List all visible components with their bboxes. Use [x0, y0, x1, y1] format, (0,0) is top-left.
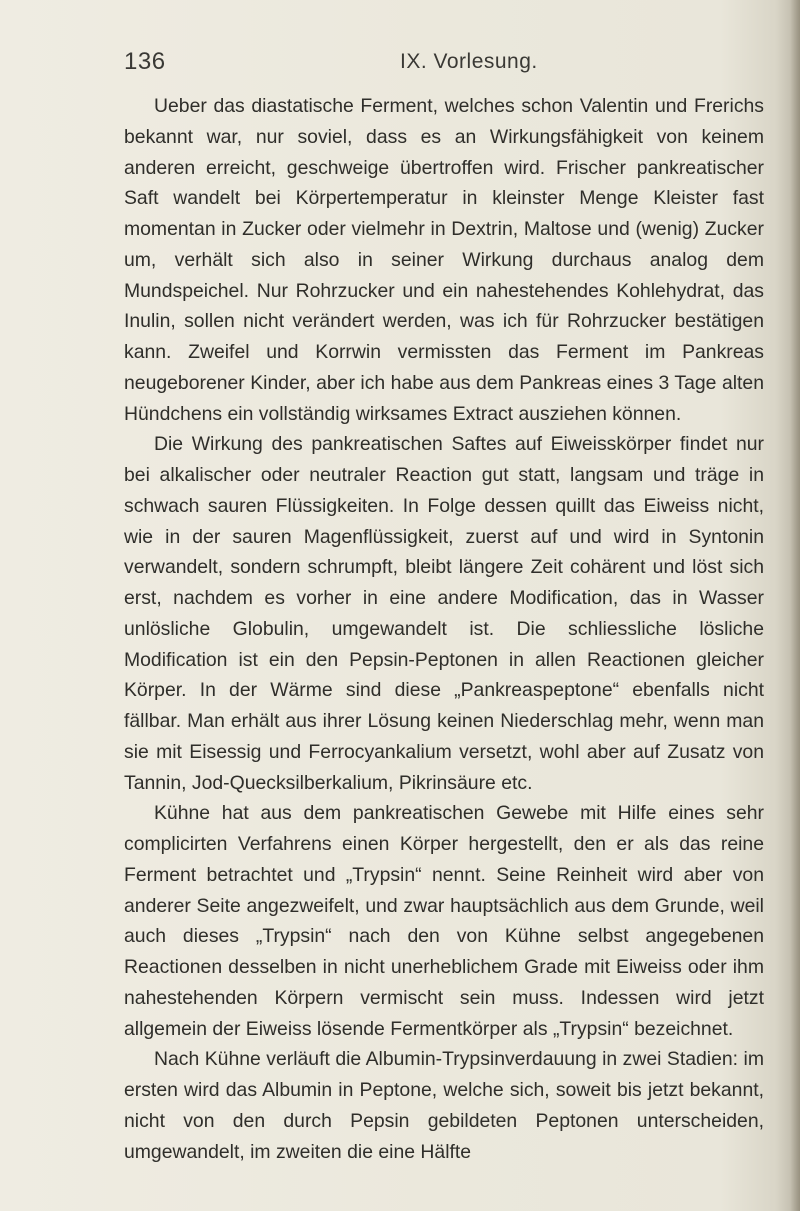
- paragraph-diastatic-ferment: Ueber das diastatische Ferment, welches schon Valentin und Frerichs bekannt war, nur soviel, dass es an Wirkungsfähigkeit von keinem anderen erreicht, geschweige übertroffen wird. Frischer pankreatischer Saft wandelt bei Körpertemperatur in kleinster Menge Kleister fast momentan in Zucker oder vielmehr in Dextrin, Maltose und (wenig) Zucker um, verhält sich also in seiner Wirkung durchaus analog dem Mundspeichel. Nur Rohrzucker und ein nahestehendes Kohlehydrat, das Inulin, sollen nicht verändert werden, was ich für Rohrzucker bestätigen kann. Zweifel und Korrwin vermissten das Ferment im Pankreas neugeborener Kinder, aber ich habe aus dem Pankreas eines 3 Tage alten Hündchens ein vollständig wirksames Extract ausziehen können.: [124, 95, 764, 425]
- chapter-title: IX. Vorlesung.: [400, 50, 538, 73]
- page-number: 136: [124, 48, 166, 75]
- paragraph-protein-digestion: Die Wirkung des pankreatischen Saftes auf Eiweisskörper findet nur bei alkalischer oder neutraler Reaction gut statt, langsam und träge in schwach sauren Flüssigkeiten. In Folge dessen quillt das Eiweiss nicht, wie in der sauren Magenflüssigkeit, zuerst auf und wird in Syntonin verwandelt, sondern schrumpft, bleibt längere Zeit cohärent und löst sich erst, nachdem es vorher in eine andere Modification, das in Wasser unlösliche Globulin, umgewandelt ist. Die schliessliche lösliche Modification ist ein den Pepsin-Peptonen in allen Reactionen gleicher Körper. In der Wärme sind diese „Pankreaspeptone“ ebenfalls nicht fällbar. Man erhält aus ihrer Lösung keinen Niederschlag mehr, wenn man sie mit Eisessig und Ferrocyankalium versetzt, wohl aber auf Zusatz von Tannin, Jod-Quecksilberkalium, Pikrinsäure etc.: [124, 433, 764, 794]
- paragraph-albumin-trypsin: Nach Kühne verläuft die Albumin-Trypsinverdauung in zwei Stadien: im ersten wird das Albumin in Peptone, welche sich, soweit bis jetzt bekannt, nicht von den durch Pepsin gebildeten Peptonen unterscheiden, umgewandelt, im zweiten die eine Hälfte: [124, 1048, 764, 1163]
- running-head: [124, 48, 764, 82]
- page-edge-shadow: [790, 0, 800, 1211]
- paragraph-trypsin: Kühne hat aus dem pankreatischen Gewebe mit Hilfe eines sehr complicirten Verfahrens einen Körper hergestellt, den er als das reine Ferment betrachtet und „Trypsin“ nennt. Seine Reinheit wird aber von anderer Seite angezweifelt, und zwar hauptsächlich aus dem Grunde, weil auch dieses „Trypsin“ nach den von Kühne selbst angegebenen Reactionen desselben in nicht unerheblichem Grade mit Eiweiss oder ihm nahestehenden Körpern vermischt sein muss. Indessen wird jetzt allgemein der Eiweiss lösende Fermentkörper als „Trypsin“ bezeichnet.: [124, 802, 764, 1040]
- body-text: [124, 91, 764, 1167]
